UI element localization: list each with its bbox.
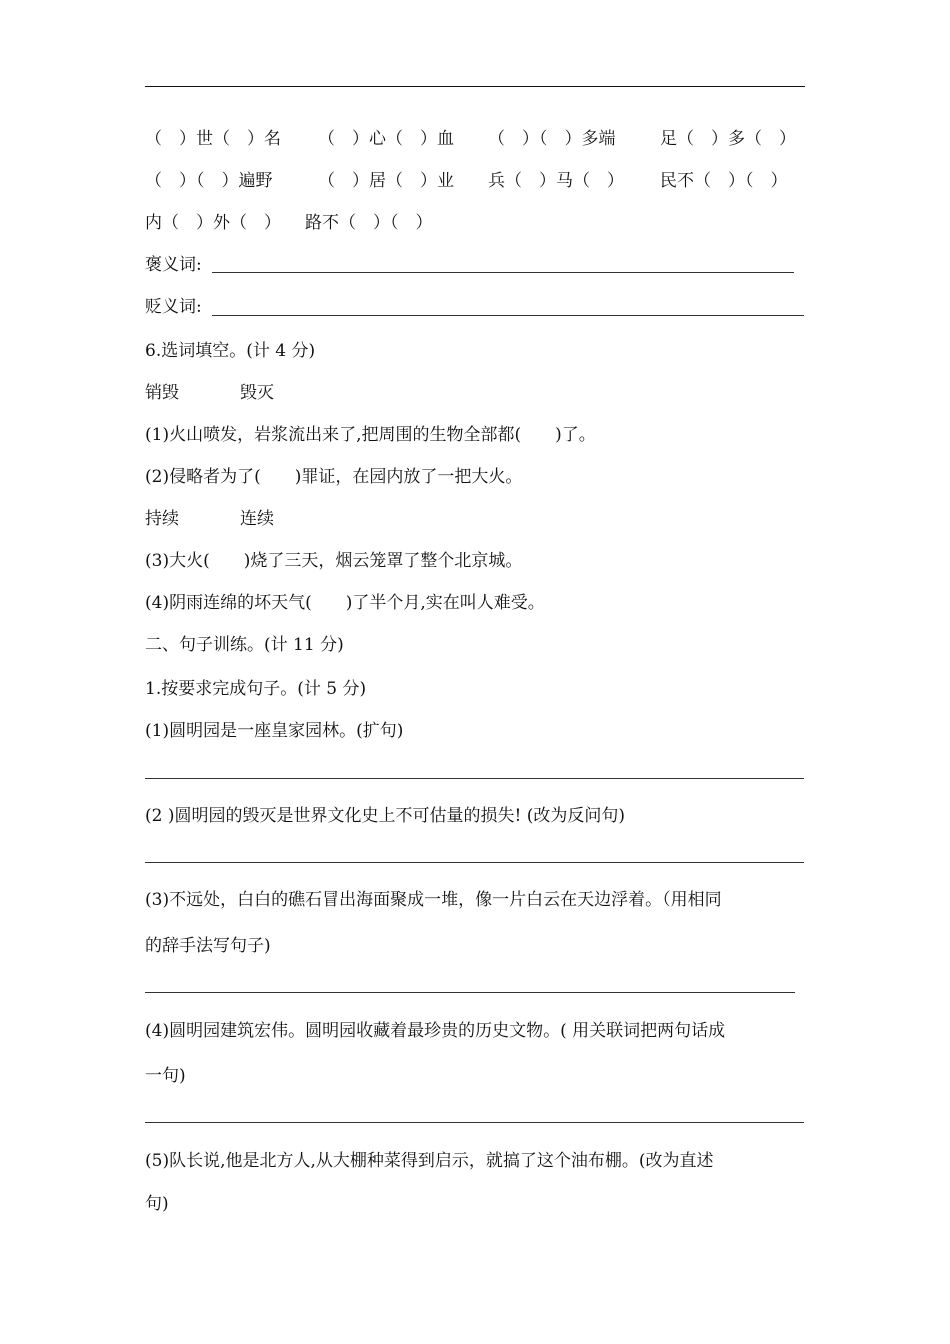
item-2: (2 )圆明园的毁灭是世界文化史上不可估量的损失! (改为反问句) (145, 806, 625, 826)
item-4-answer-line[interactable] (145, 1122, 804, 1123)
praise-label: 褒义词: (145, 255, 202, 275)
derog-label: 贬义词: (145, 297, 202, 317)
derog-answer-line[interactable] (212, 315, 804, 316)
q6-word-a: 销毁 (145, 383, 179, 403)
idiom-2-4: 民不（ ）（ ） (660, 171, 788, 191)
idiom-1-4: 足（ ）多（ ） (660, 129, 796, 149)
idiom-1-3: （ ）（ ）多端 (488, 129, 616, 149)
q6-sentence-3: (3)大火( )烧了三天，烟云笼罩了整个北京城。 (145, 551, 523, 571)
item-4-line-b: 一句) (145, 1066, 186, 1086)
q6-sentence-1: (1)火山喷发，岩浆流出来了,把周围的生物全部都( )了。 (145, 425, 596, 445)
header-rule (145, 86, 805, 87)
praise-answer-line[interactable] (212, 272, 794, 273)
part2-q1: 1.按要求完成句子。(计 5 分) (145, 679, 367, 699)
q6-title: 6.选词填空。(计 4 分) (145, 341, 316, 361)
q6-word-c: 持续 (145, 509, 179, 529)
idiom-1-2: （ ）心（ ）血 (318, 129, 454, 149)
idiom-3-1: 内（ ）外（ ） (145, 213, 281, 233)
item-2-answer-line[interactable] (145, 862, 804, 863)
item-5-line-b: 句) (145, 1194, 169, 1214)
q6-sentence-2: (2)侵略者为了( )罪证，在园内放了一把大火。 (145, 467, 523, 487)
item-1: (1)圆明园是一座皇家园林。(扩句) (145, 721, 404, 741)
item-3-answer-line[interactable] (145, 992, 795, 993)
q6-word-d: 连续 (240, 509, 274, 529)
q6-sentence-4: (4)阴雨连绵的坏天气( )了半个月,实在叫人难受。 (145, 593, 545, 613)
part2-title: 二、句子训练。(计 11 分) (145, 635, 344, 655)
item-3-line-a: (3)不远处，白白的礁石冒出海面聚成一堆，像一片白云在天边浮着。（用相同 (145, 890, 722, 910)
item-3-line-b: 的辞手法写句子) (145, 936, 271, 956)
item-4-line-a: (4)圆明园建筑宏伟。圆明园收藏着最珍贵的历史文物。( 用关联词把两句话成 (145, 1021, 726, 1041)
idiom-2-2: （ ）居（ ）业 (318, 171, 454, 191)
item-1-answer-line[interactable] (145, 778, 804, 779)
idiom-1-1: （ ）世（ ）名 (145, 129, 281, 149)
idiom-3-2: 路不（ ）（ ） (305, 213, 433, 233)
idiom-2-3: 兵（ ）马（ ） (488, 171, 624, 191)
q6-word-b: 毁灭 (240, 383, 274, 403)
idiom-2-1: （ ）（ ）遍野 (145, 171, 273, 191)
item-5-line-a: (5)队长说,他是北方人,从大棚种菜得到启示，就搞了这个油布棚。(改为直述 (145, 1151, 714, 1171)
